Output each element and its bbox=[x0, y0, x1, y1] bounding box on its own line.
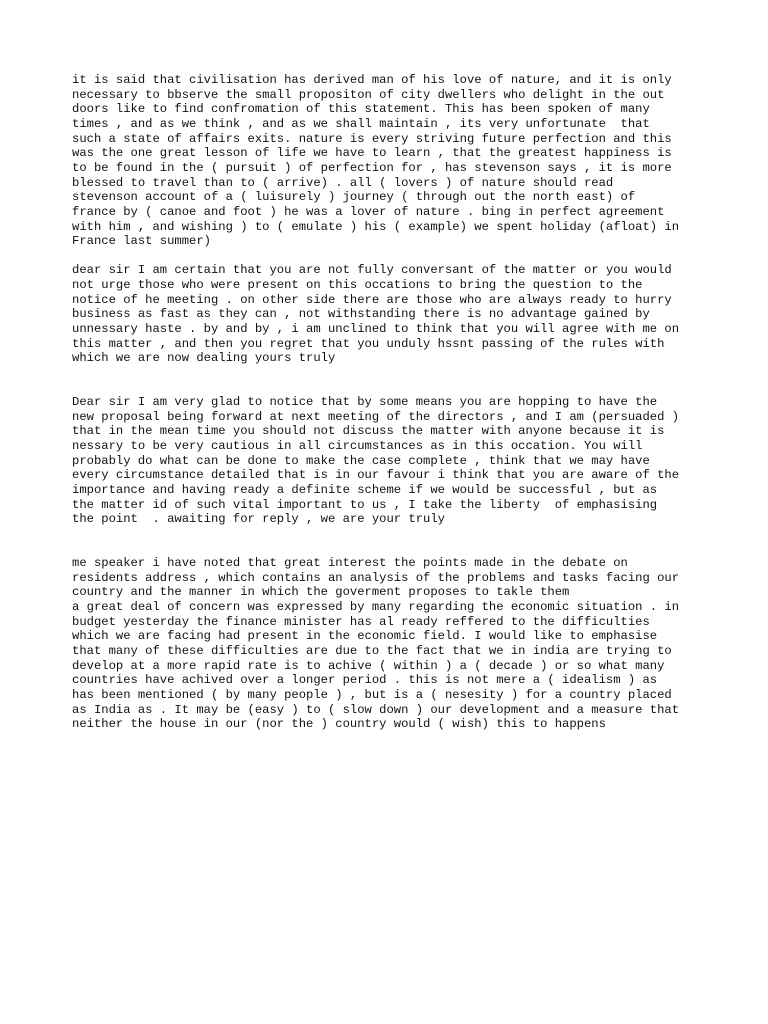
paragraph-1-line-10: france by ( canoe and foot ) he was a lover of nature . bing in perfect agreement bbox=[72, 205, 665, 219]
paragraph-2-line-3: notice of he meeting . on other side there are those who are always ready to hurry bbox=[72, 293, 672, 307]
paragraph-4-line-11: as India as . It may be (easy ) to ( slow down ) our development and a measure that bbox=[72, 703, 680, 717]
paragraph-3-line-1: Dear sir I am very glad to notice that by some means you are hopping to have the bbox=[72, 395, 658, 409]
paragraph-4-line-7: that many of these difficulties are due to the fact that we in india are trying to bbox=[72, 644, 672, 658]
paragraph-2-line-7: which we are now dealing yours truly bbox=[72, 351, 336, 365]
paragraph-3-line-3: that in the mean time you should not discuss the matter with anyone because it is bbox=[72, 424, 665, 438]
paragraph-4-line-5: budget yesterday the finance minister has al ready reffered to the difficulties bbox=[72, 615, 650, 629]
paragraph-2-line-4: business as fast as they can , not withstanding there is no advantage gained by bbox=[72, 307, 650, 321]
paragraph-1-line-6: was the one great lesson of life we have to learn , that the greatest happiness is bbox=[72, 146, 672, 160]
paragraph-1-line-7: to be found in the ( pursuit ) of perfection for , has stevenson says , it is more bbox=[72, 161, 672, 175]
paragraph-3-line-9: the point . awaiting for reply , we are your truly bbox=[72, 512, 445, 526]
paragraph-1-line-5: such a state of affairs exits. nature is every striving future perfection and this bbox=[72, 132, 672, 146]
paragraph-4-line-12: neither the house in our (nor the ) country would ( wish) this to happens bbox=[72, 717, 606, 731]
paragraph-3-line-6: every circumstance detailed that is in our favour i think that you are aware of the bbox=[72, 468, 680, 482]
paragraph-1-line-11: with him , and wishing ) to ( emulate ) his ( example) we spent holiday (afloat) in bbox=[72, 220, 680, 234]
paragraph-3-line-5: probably do what can be done to make the case complete , think that we may have bbox=[72, 454, 650, 468]
paragraph-2-line-5: unnessary haste . by and by , i am unclined to think that you will agree with me on bbox=[72, 322, 680, 336]
paragraph-4-line-2: residents address , which contains an analysis of the problems and tasks facing our bbox=[72, 571, 680, 585]
paragraph-4-line-3: country and the manner in which the goverment proposes to takle them bbox=[72, 585, 570, 599]
paragraph-1-line-3: doors like to find confromation of this statement. This has been spoken of many bbox=[72, 102, 650, 116]
paragraph-2-line-6: this matter , and then you regret that you unduly hssnt passing of the rules with bbox=[72, 337, 665, 351]
paragraph-4-line-10: has been mentioned ( by many people ) , but is a ( nesesity ) for a country placed bbox=[72, 688, 672, 702]
paragraph-1-line-8: blessed to travel than to ( arrive) . all ( lovers ) of nature should read bbox=[72, 176, 614, 190]
paragraph-1-line-9: stevenson account of a ( luisurely ) journey ( through out the north east) of bbox=[72, 190, 636, 204]
paragraph-1-line-4: times , and as we think , and as we shall maintain , its very unfortunate that bbox=[72, 117, 650, 131]
paragraph-1-line-1: it is said that civilisation has derived man of his love of nature, and it is only bbox=[72, 73, 672, 87]
paragraph-1-line-12: France last summer) bbox=[72, 234, 211, 248]
paragraph-4-line-6: which we are facing had present in the economic field. I would like to emphasise bbox=[72, 629, 658, 643]
paragraph-1-line-2: necessary to bbserve the small propositon of city dwellers who delight in the out bbox=[72, 88, 665, 102]
paragraph-3-line-7: importance and having ready a definite scheme if we would be successful , but as bbox=[72, 483, 658, 497]
paragraph-3-line-2: new proposal being forward at next meeting of the directors , and I am (persuaded ) bbox=[72, 410, 680, 424]
paragraph-4-line-1: me speaker i have noted that great interest the points made in the debate on bbox=[72, 556, 628, 570]
paragraph-3-line-8: the matter id of such vital important to us , I take the liberty of emphasising bbox=[72, 498, 658, 512]
paragraph-4-line-9: countries have achived over a longer period . this is not mere a ( idealism ) as bbox=[72, 673, 658, 687]
paragraph-4-line-8: develop at a more rapid rate is to achive ( within ) a ( decade ) or so what many bbox=[72, 659, 665, 673]
paragraph-2-line-2: not urge those who were present on this occations to bring the question to the bbox=[72, 278, 643, 292]
paragraph-4-line-4: a great deal of concern was expressed by many regarding the economic situation . in bbox=[72, 600, 680, 614]
paragraph-3-line-4: nessary to be very cautious in all circumstances as in this occation. You will bbox=[72, 439, 643, 453]
paragraph-2-line-1: dear sir I am certain that you are not fully conversant of the matter or you would bbox=[72, 263, 672, 277]
